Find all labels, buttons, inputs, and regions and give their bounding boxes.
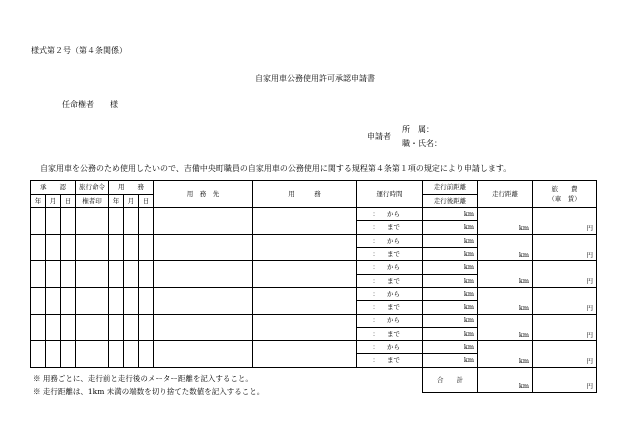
yen-unit: 円 — [586, 357, 593, 366]
yen-unit: 円 — [586, 277, 593, 286]
to-label: まで — [387, 249, 400, 258]
header-travel-order: 旅行命令 — [76, 181, 109, 195]
time-to-cell[interactable] — [357, 221, 423, 234]
note-2: ※ 走行距離は、1km 未満の端数を切り捨てた数値を記入すること。 — [33, 387, 265, 396]
time-from-cell[interactable] — [357, 287, 423, 300]
entry-cell[interactable] — [76, 234, 109, 261]
distance-cell[interactable] — [478, 314, 533, 341]
travel-cost-label: 旅 費 — [551, 185, 578, 194]
distance-after-cell[interactable] — [423, 327, 478, 340]
header-use-year: 年 — [109, 194, 124, 208]
distance-before-cell[interactable] — [423, 314, 478, 327]
yen-unit: 円 — [586, 304, 593, 313]
yen-unit: 円 — [586, 224, 593, 233]
time-from-cell[interactable] — [357, 314, 423, 327]
entry-cell[interactable] — [31, 234, 46, 261]
entry-cell[interactable] — [139, 261, 154, 288]
km-unit: km — [463, 329, 474, 338]
yen-unit: 円 — [586, 250, 593, 259]
km-unit: km — [463, 343, 474, 352]
total-yen-unit: 円 — [586, 382, 593, 391]
entry-cell[interactable] — [253, 261, 357, 288]
entry-cell[interactable] — [154, 234, 253, 261]
table-row — [31, 341, 597, 354]
header-year: 年 — [31, 194, 46, 208]
application-statement: 自家用車を公務のため使用したいので、吉備中央町職員の自家用車の公務使用に関する規程第４条第１項の規定により申請します。 — [40, 164, 512, 173]
header-month: 月 — [46, 194, 61, 208]
entry-cell[interactable] — [76, 314, 109, 341]
entry-cell[interactable] — [76, 341, 109, 368]
km-unit: km — [463, 303, 474, 312]
entry-cell[interactable] — [253, 341, 357, 368]
entry-cell[interactable] — [139, 208, 154, 235]
applicant-label: 申請者 — [367, 132, 391, 141]
cost-cell[interactable] — [533, 261, 597, 288]
to-label: まで — [387, 223, 400, 232]
distance-before-cell[interactable] — [423, 208, 478, 221]
to-label: まで — [387, 303, 400, 312]
table-row — [31, 234, 597, 247]
entry-cell[interactable] — [61, 314, 76, 341]
time-from-cell[interactable] — [357, 341, 423, 354]
km-unit: km — [463, 249, 474, 258]
time-colon: ： — [372, 329, 379, 338]
km-unit: km — [463, 263, 474, 272]
header-authority-seal: 権者印 — [76, 194, 109, 208]
time-to-cell[interactable] — [357, 274, 423, 287]
distance-cell[interactable] — [478, 341, 533, 368]
distance-before-cell[interactable] — [423, 234, 478, 247]
km-unit: km — [518, 277, 529, 286]
header-use: 用 務 — [109, 181, 154, 195]
entry-cell[interactable] — [46, 314, 61, 341]
entry-cell[interactable] — [61, 341, 76, 368]
entry-cell[interactable] — [109, 208, 124, 235]
time-colon: ： — [372, 210, 379, 219]
header-use-month: 月 — [124, 194, 139, 208]
entry-cell[interactable] — [253, 314, 357, 341]
time-from-cell[interactable] — [357, 261, 423, 274]
km-unit: km — [463, 289, 474, 298]
name-field-label: 職・氏名： — [402, 139, 442, 148]
entry-cell[interactable] — [61, 287, 76, 314]
entry-cell[interactable] — [46, 234, 61, 261]
from-label: から — [387, 210, 400, 219]
table-row — [31, 314, 597, 327]
department-field-label: 所 属： — [402, 125, 434, 134]
cost-cell[interactable] — [533, 287, 597, 314]
entry-cell[interactable] — [109, 287, 124, 314]
entry-cell[interactable] — [76, 208, 109, 235]
km-unit: km — [463, 210, 474, 219]
entry-cell[interactable] — [31, 341, 46, 368]
yen-unit: 円 — [586, 330, 593, 339]
entry-cell[interactable] — [139, 341, 154, 368]
entry-cell[interactable] — [61, 261, 76, 288]
time-colon: ： — [372, 249, 379, 258]
page-title: 自家用車公務使用許可承認申請書 — [255, 74, 375, 83]
distance-after-cell[interactable] — [423, 248, 478, 261]
note-1: ※ 用務ごとに、走行前と走行後のメーター距離を記入すること。 — [33, 374, 253, 383]
km-unit: km — [463, 356, 474, 365]
cost-cell[interactable] — [533, 208, 597, 235]
km-unit: km — [518, 330, 529, 339]
total-label: 合 計 — [423, 367, 478, 392]
entry-cell[interactable] — [124, 287, 139, 314]
entry-cell[interactable] — [109, 261, 124, 288]
km-unit: km — [463, 316, 474, 325]
time-colon: ： — [372, 343, 379, 352]
entry-cell[interactable] — [154, 287, 253, 314]
entry-cell[interactable] — [76, 287, 109, 314]
header-travel-cost — [533, 181, 597, 208]
km-unit: km — [518, 250, 529, 259]
to-label: まで — [387, 329, 400, 338]
km-unit: km — [518, 357, 529, 366]
from-label: から — [387, 289, 400, 298]
cost-cell[interactable] — [533, 234, 597, 261]
total-cost — [533, 367, 597, 392]
entry-cell[interactable] — [124, 234, 139, 261]
entry-cell[interactable] — [31, 287, 46, 314]
entry-cell[interactable] — [253, 234, 357, 261]
entry-cell[interactable] — [31, 314, 46, 341]
entry-cell[interactable] — [154, 314, 253, 341]
table-row — [31, 261, 597, 274]
distance-after-cell[interactable] — [423, 301, 478, 314]
travel-record-table — [30, 180, 597, 393]
km-unit: km — [463, 223, 474, 232]
from-label: から — [387, 316, 400, 325]
entry-cell[interactable] — [46, 208, 61, 235]
time-to-cell[interactable] — [357, 354, 423, 367]
entry-cell[interactable] — [154, 208, 253, 235]
time-colon: ： — [372, 276, 379, 285]
addressee: 任命権者 様 — [62, 100, 118, 109]
entry-cell[interactable] — [139, 287, 154, 314]
time-colon: ： — [372, 356, 379, 365]
time-from-cell[interactable] — [357, 208, 423, 221]
entry-cell[interactable] — [61, 208, 76, 235]
entry-cell[interactable] — [46, 341, 61, 368]
distance-after-cell[interactable] — [423, 354, 478, 367]
time-to-cell[interactable] — [357, 301, 423, 314]
header-distance-before: 走行前距離 — [423, 181, 478, 195]
distance-cell[interactable] — [478, 208, 533, 235]
distance-cell[interactable] — [478, 287, 533, 314]
total-km-unit: km — [518, 382, 529, 391]
entry-cell[interactable] — [31, 261, 46, 288]
entry-cell[interactable] — [61, 234, 76, 261]
entry-cell[interactable] — [139, 314, 154, 341]
entry-cell[interactable] — [46, 261, 61, 288]
header-distance: 走行距離 — [478, 181, 533, 208]
cost-cell[interactable] — [533, 341, 597, 368]
km-unit: km — [518, 224, 529, 233]
header-business: 用 務 — [253, 181, 357, 208]
to-label: まで — [387, 276, 400, 285]
entry-cell[interactable] — [139, 234, 154, 261]
entry-cell[interactable] — [31, 208, 46, 235]
header-operating-time: 運行時間 — [357, 181, 423, 208]
entry-cell[interactable] — [109, 341, 124, 368]
distance-before-cell[interactable] — [423, 341, 478, 354]
form-number: 様式第２号（第４条関係） — [31, 46, 127, 55]
header-destination: 用 務 先 — [154, 181, 253, 208]
distance-before-cell[interactable] — [423, 261, 478, 274]
total-distance — [478, 367, 533, 392]
entry-cell[interactable] — [46, 287, 61, 314]
entry-cell[interactable] — [109, 234, 124, 261]
distance-before-cell[interactable] — [423, 287, 478, 300]
header-use-day: 日 — [139, 194, 154, 208]
cost-cell[interactable] — [533, 314, 597, 341]
entry-cell[interactable] — [109, 314, 124, 341]
distance-cell[interactable] — [478, 234, 533, 261]
entry-cell[interactable] — [124, 341, 139, 368]
car-cost-label: （車 賃） — [548, 194, 581, 203]
time-colon: ： — [372, 236, 379, 245]
entry-cell[interactable] — [253, 287, 357, 314]
from-label: から — [387, 263, 400, 272]
entry-cell[interactable] — [253, 208, 357, 235]
header-day: 日 — [61, 194, 76, 208]
from-label: から — [387, 236, 400, 245]
time-colon: ： — [372, 289, 379, 298]
entry-cell[interactable] — [154, 341, 253, 368]
from-label: から — [387, 343, 400, 352]
table-row — [31, 208, 597, 221]
header-distance-after: 走行後距離 — [423, 194, 478, 208]
distance-after-cell[interactable] — [423, 221, 478, 234]
time-colon: ： — [372, 223, 379, 232]
entry-cell[interactable] — [76, 261, 109, 288]
distance-after-cell[interactable] — [423, 274, 478, 287]
entry-cell[interactable] — [154, 261, 253, 288]
time-to-cell[interactable] — [357, 248, 423, 261]
header-approval: 承 認 — [31, 181, 76, 195]
km-unit: km — [463, 276, 474, 285]
time-to-cell[interactable] — [357, 327, 423, 340]
to-label: まで — [387, 356, 400, 365]
table-row — [31, 287, 597, 300]
distance-cell[interactable] — [478, 261, 533, 288]
time-colon: ： — [372, 263, 379, 272]
km-unit: km — [518, 304, 529, 313]
time-colon: ： — [372, 316, 379, 325]
entry-cell[interactable] — [124, 314, 139, 341]
entry-cell[interactable] — [124, 208, 139, 235]
time-colon: ： — [372, 303, 379, 312]
entry-cell[interactable] — [124, 261, 139, 288]
km-unit: km — [463, 236, 474, 245]
time-from-cell[interactable] — [357, 234, 423, 247]
